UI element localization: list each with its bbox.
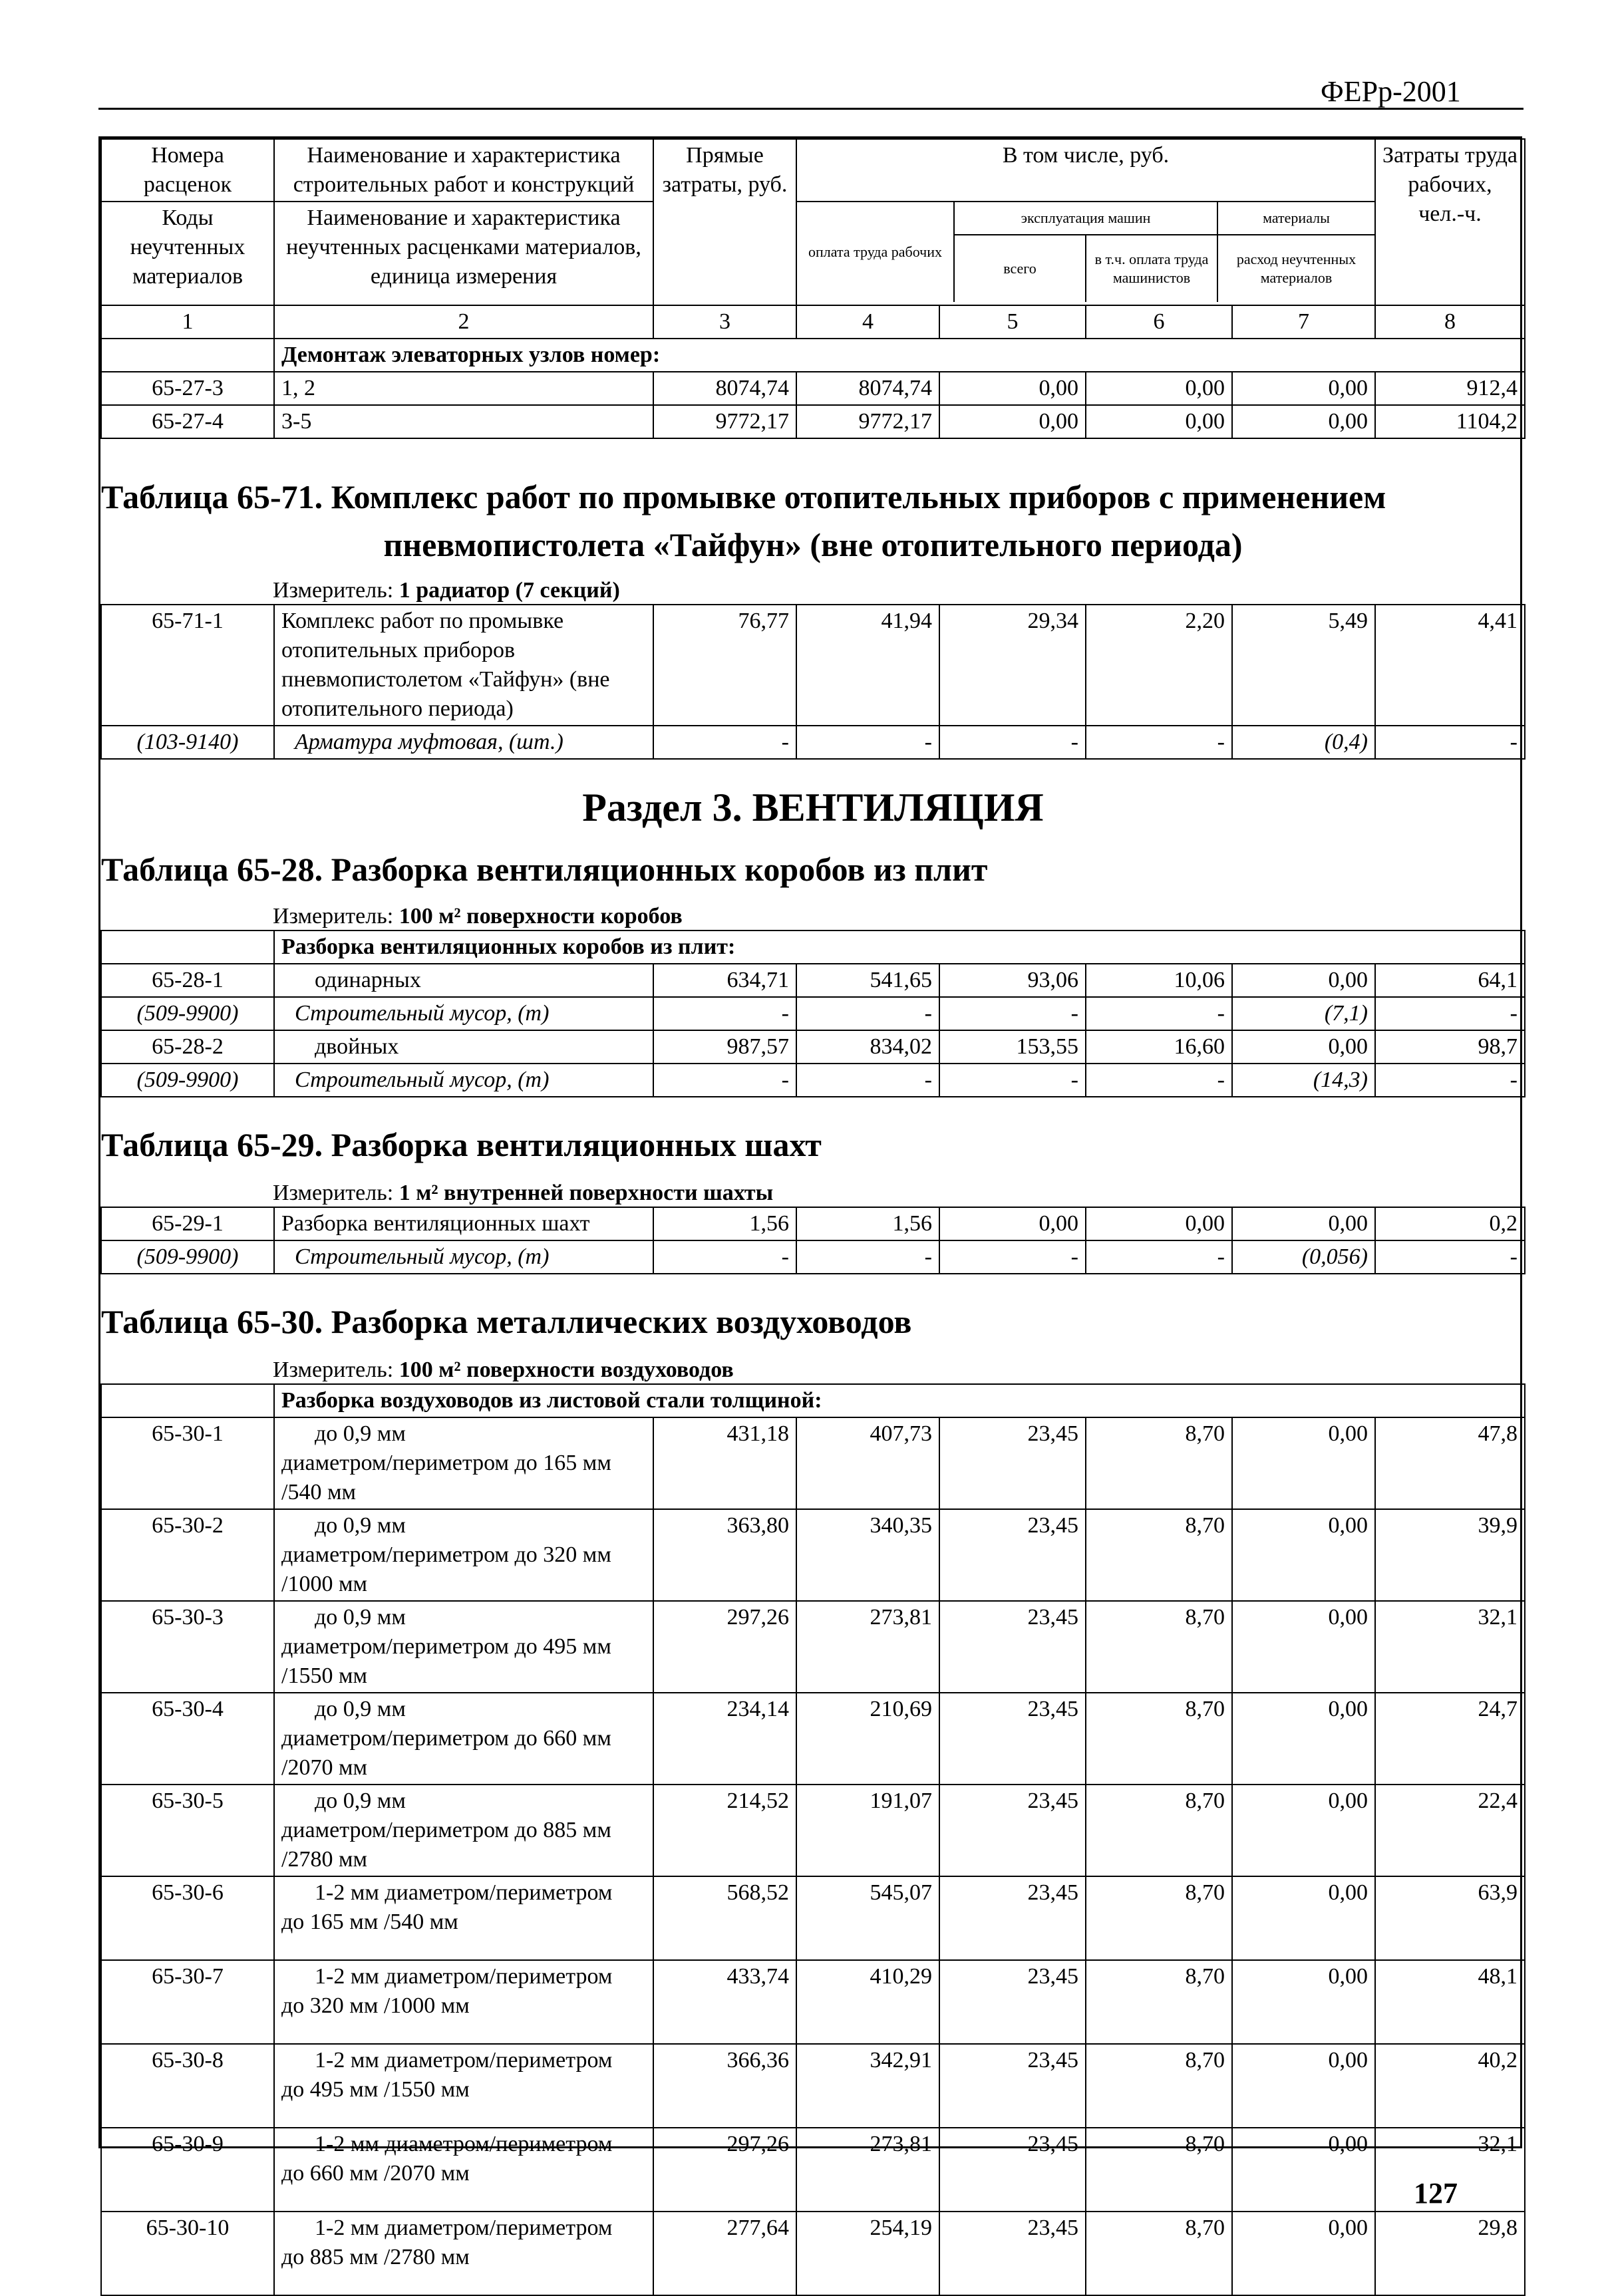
cell: 23,45 <box>939 1876 1086 1960</box>
cell: 48,1 <box>1375 1960 1525 2044</box>
col-num: 2 <box>274 305 653 339</box>
cell: 0,00 <box>1232 1960 1375 2044</box>
rate-name <box>274 1417 653 1509</box>
hdr-including: В том числе, руб. <box>796 139 1375 202</box>
rate-name: двойных <box>274 1030 653 1064</box>
material-code: (509-9900) <box>101 1240 274 1274</box>
cell: 0,00 <box>939 372 1086 405</box>
cell: 8,70 <box>1086 1693 1232 1785</box>
rate-name <box>274 2212 653 2295</box>
table-row <box>101 1417 1525 1509</box>
cell: 8074,74 <box>796 372 939 405</box>
table-row <box>101 1960 1525 2044</box>
rate-code: 65-29-1 <box>101 1207 274 1240</box>
subheading-row <box>101 1384 1525 1417</box>
table-title-row <box>101 1097 1525 1207</box>
table-title: Таблица 65-29. Разборка вентиляционных шахт <box>101 1126 822 1163</box>
rate-code: 65-30-3 <box>101 1601 274 1693</box>
cell: 8,70 <box>1086 1960 1232 2044</box>
cell: (14,3) <box>1232 1064 1375 1097</box>
cell: 29,8 <box>1375 2212 1525 2295</box>
material-name: Арматура муфтовая, (шт.) <box>274 726 653 759</box>
rate-code: 65-28-2 <box>101 1030 274 1064</box>
hdr-materials: материалы <box>1217 202 1374 235</box>
measure-line <box>101 577 1525 604</box>
cell: 8,70 <box>1086 1876 1232 1960</box>
table-row <box>101 605 1525 726</box>
cell: 987,57 <box>653 1030 796 1064</box>
rate-name-line: до 0,9 мм <box>315 1421 406 1446</box>
document-code: ФЕРр-2001 <box>1321 75 1461 108</box>
cell: 10,06 <box>1086 964 1232 997</box>
rate-code: 65-30-6 <box>101 1876 274 1960</box>
col-num: 8 <box>1375 305 1525 339</box>
rate-name-line: до 165 мм /540 мм <box>281 1910 458 1934</box>
cell: 0,00 <box>1086 372 1232 405</box>
rate-name-line: 1-2 мм диаметром/периметром <box>315 2048 613 2073</box>
rate-name-line: диаметром/периметром до 885 мм /2780 мм <box>281 1818 611 1872</box>
rate-code: 65-27-3 <box>101 372 274 405</box>
cell: 0,00 <box>1232 372 1375 405</box>
cell: 0,00 <box>1232 1207 1375 1240</box>
cell: - <box>1086 997 1232 1030</box>
rate-name <box>274 2128 653 2212</box>
cell: - <box>1375 997 1525 1030</box>
col-num: 6 <box>1086 305 1232 339</box>
table-row <box>101 1207 1525 1240</box>
cell: - <box>939 1240 1086 1274</box>
table-row <box>101 372 1525 405</box>
cell: 39,9 <box>1375 1509 1525 1601</box>
hdr-total: всего <box>954 235 1086 302</box>
material-row <box>101 1064 1525 1097</box>
table-row <box>101 405 1525 438</box>
header-row-2 <box>101 202 1525 305</box>
cell: - <box>1086 1240 1232 1274</box>
cell: 8074,74 <box>653 372 796 405</box>
cell: 9772,17 <box>653 405 796 438</box>
hdr-codes-top: Номера расценок <box>101 139 274 202</box>
cell: 93,06 <box>939 964 1086 997</box>
cell: 541,65 <box>796 964 939 997</box>
rate-name-line: 1-2 мм диаметром/периметром <box>315 2216 613 2240</box>
rate-name-line: до 0,9 мм <box>315 1697 406 1721</box>
cell: 2,20 <box>1086 605 1232 726</box>
cell: 363,80 <box>653 1509 796 1601</box>
table-row <box>101 1601 1525 1693</box>
hdr-machines: эксплуатация машин <box>954 202 1217 235</box>
cell: 191,07 <box>796 1785 939 1876</box>
cell: 410,29 <box>796 1960 939 2044</box>
cell: 297,26 <box>653 2128 796 2212</box>
cell: 0,00 <box>1232 1693 1375 1785</box>
cell: 214,52 <box>653 1785 796 1876</box>
cell: 254,19 <box>796 2212 939 2295</box>
cell: 431,18 <box>653 1417 796 1509</box>
cell: 0,00 <box>1232 2212 1375 2295</box>
cell: 0,00 <box>1232 2044 1375 2128</box>
hdr-material-use: расход неучтенных материалов <box>1236 251 1357 286</box>
subheading: Разборка воздуховодов из листовой стали толщиной: <box>274 1384 1525 1417</box>
cell: 9772,17 <box>796 405 939 438</box>
cell: 8,70 <box>1086 1785 1232 1876</box>
rate-name <box>274 1876 653 1960</box>
col-num: 7 <box>1232 305 1375 339</box>
table-title: Таблица 65-30. Разборка металлических воздуховодов <box>101 1303 912 1340</box>
cell: 16,60 <box>1086 1030 1232 1064</box>
hdr-wages: оплата труда рабочих <box>797 202 954 302</box>
rate-name-line: до 320 мм /1000 мм <box>281 1993 470 2018</box>
rate-name-line: 1-2 мм диаметром/периметром <box>315 1880 613 1905</box>
cell: 8,70 <box>1086 1601 1232 1693</box>
cell: 8,70 <box>1086 2212 1232 2295</box>
cell: 0,00 <box>939 1207 1086 1240</box>
cell: 0,00 <box>1086 405 1232 438</box>
cell: - <box>939 997 1086 1030</box>
cell: 63,9 <box>1375 1876 1525 1960</box>
measure-line <box>101 897 1525 930</box>
rate-name-line: до 660 мм /2070 мм <box>281 2161 470 2186</box>
rate-code: 65-28-1 <box>101 964 274 997</box>
cell: 8,70 <box>1086 1509 1232 1601</box>
rate-name: одинарных <box>274 964 653 997</box>
material-name: Строительный мусор, (т) <box>274 997 653 1030</box>
rate-name <box>274 1693 653 1785</box>
hdr-name-top: Наименование и характеристика строительных работ и конструкций <box>274 139 653 202</box>
cell: - <box>1375 1064 1525 1097</box>
cell: 277,64 <box>653 2212 796 2295</box>
cell: 433,74 <box>653 1960 796 2044</box>
rate-code: 65-30-4 <box>101 1693 274 1785</box>
table-row <box>101 1509 1525 1601</box>
cell: 0,00 <box>1232 1030 1375 1064</box>
rate-code: 65-30-5 <box>101 1785 274 1876</box>
subheading: Разборка вентиляционных коробов из плит: <box>274 931 1525 964</box>
cell: - <box>653 1064 796 1097</box>
cell: 0,00 <box>1232 1417 1375 1509</box>
table-title: Таблица 65-71. Комплекс работ по промывке отопительных приборов с применением <box>101 478 1386 515</box>
cell: - <box>939 1064 1086 1097</box>
rate-code: 65-27-4 <box>101 405 274 438</box>
hdr-direct-costs: Прямые затраты, руб. <box>653 139 796 305</box>
cell: 29,34 <box>939 605 1086 726</box>
cell: 0,00 <box>1232 405 1375 438</box>
cell: 24,7 <box>1375 1693 1525 1785</box>
cell: 41,94 <box>796 605 939 726</box>
rate-code: 65-30-2 <box>101 1509 274 1601</box>
rate-name-line: диаметром/периметром до 320 мм /1000 мм <box>281 1542 611 1596</box>
cell: 234,14 <box>653 1693 796 1785</box>
table-row <box>101 1876 1525 1960</box>
cell: 22,4 <box>1375 1785 1525 1876</box>
table-row <box>101 964 1525 997</box>
cell: - <box>796 1240 939 1274</box>
table-row <box>101 1693 1525 1785</box>
cell: 912,4 <box>1375 372 1525 405</box>
rate-name-line: диаметром/периметром до 495 мм /1550 мм <box>281 1634 611 1688</box>
rate-name-line: диаметром/периметром до 165 мм /540 мм <box>281 1451 611 1505</box>
cell: 0,00 <box>1086 1207 1232 1240</box>
material-row <box>101 1240 1525 1274</box>
cell: 407,73 <box>796 1417 939 1509</box>
hdr-labor: Затраты труда рабочих, чел.-ч. <box>1375 139 1525 305</box>
price-table <box>100 138 1525 2296</box>
cell: 153,55 <box>939 1030 1086 1064</box>
cell: 32,1 <box>1375 1601 1525 1693</box>
rate-name <box>274 2044 653 2128</box>
cell: 76,77 <box>653 605 796 726</box>
page-number: 127 <box>1414 2177 1458 2210</box>
hdr-name-bottom: Наименование и характеристика неучтенных расценками материалов, единица измерения <box>274 202 653 305</box>
material-row <box>101 726 1525 759</box>
cell: (0,056) <box>1232 1240 1375 1274</box>
rate-code: 65-71-1 <box>101 605 274 726</box>
measure-label: Измеритель: <box>273 1358 399 1382</box>
cell: 32,1 <box>1375 2128 1525 2212</box>
measure-label: Измеритель: <box>273 578 399 603</box>
rate-name: 3-5 <box>274 405 653 438</box>
rate-name: Разборка вентиляционных шахт <box>274 1207 653 1240</box>
table-row <box>101 1785 1525 1876</box>
cell: 342,91 <box>796 2044 939 2128</box>
rate-name <box>274 1960 653 2044</box>
cell: 8,70 <box>1086 2128 1232 2212</box>
cell: 23,45 <box>939 1785 1086 1876</box>
cell: 8,70 <box>1086 2044 1232 2128</box>
material-code: (509-9900) <box>101 997 274 1030</box>
measure-line <box>101 1349 1525 1383</box>
rate-name-line: до 495 мм /1550 мм <box>281 2077 470 2102</box>
cell: 545,07 <box>796 1876 939 1960</box>
rate-code: 65-30-8 <box>101 2044 274 2128</box>
cell: - <box>653 997 796 1030</box>
cell: 40,2 <box>1375 2044 1525 2128</box>
rate-code: 65-30-10 <box>101 2212 274 2295</box>
material-code: (103-9140) <box>101 726 274 759</box>
hdr-codes-bottom: Коды неучтенных материалов <box>101 202 274 305</box>
rate-name <box>274 1785 653 1876</box>
material-name: Строительный мусор, (т) <box>274 1240 653 1274</box>
cell: 834,02 <box>796 1030 939 1064</box>
rate-code: 65-30-9 <box>101 2128 274 2212</box>
rate-name: Комплекс работ по промывке отопительных приборов пневмопистолетом «Тайфун» (вне отопительного периода) <box>274 605 653 726</box>
cell: 64,1 <box>1375 964 1525 997</box>
t30-rows <box>101 1417 1525 2295</box>
cell: 0,00 <box>1232 1785 1375 1876</box>
cell: 5,49 <box>1232 605 1375 726</box>
cell: 0,00 <box>1232 2128 1375 2212</box>
cell: 273,81 <box>796 1601 939 1693</box>
cell: - <box>653 1240 796 1274</box>
cell: 23,45 <box>939 1509 1086 1601</box>
cell: 0,00 <box>1232 1876 1375 1960</box>
cell: 366,36 <box>653 2044 796 2128</box>
measure-value: 1 м² внутренней поверхности шахты <box>399 1181 774 1205</box>
rate-code: 65-30-1 <box>101 1417 274 1509</box>
rate-name-line: 1-2 мм диаметром/периметром <box>315 1964 613 1989</box>
material-name: Строительный мусор, (т) <box>274 1064 653 1097</box>
rate-name-line: до 0,9 мм <box>315 1605 406 1630</box>
cell: - <box>1086 726 1232 759</box>
rate-name-line: до 0,9 мм <box>315 1513 406 1538</box>
col-num: 3 <box>653 305 796 339</box>
table-title-row <box>101 438 1525 605</box>
rate-name: 1, 2 <box>274 372 653 405</box>
subheading-row <box>101 339 1525 372</box>
cell: - <box>1086 1064 1232 1097</box>
subheading-row <box>101 931 1525 964</box>
cell: 568,52 <box>653 1876 796 1960</box>
cell: - <box>1375 1240 1525 1274</box>
rate-name-line: до 885 мм /2780 мм <box>281 2245 470 2269</box>
rate-name-line: диаметром/периметром до 660 мм /2070 мм <box>281 1726 611 1780</box>
table-row <box>101 1030 1525 1064</box>
table-title-row <box>101 1274 1525 1384</box>
table-title-line2: пневмопистолета «Тайфун» (вне отопительного периода) <box>383 526 1243 563</box>
cell: 23,45 <box>939 2128 1086 2212</box>
rate-name-line: 1-2 мм диаметром/периметром <box>315 2132 613 2156</box>
cell: (0,4) <box>1232 726 1375 759</box>
cell: 634,71 <box>653 964 796 997</box>
cell: 340,35 <box>796 1509 939 1601</box>
cell: - <box>653 726 796 759</box>
material-code: (509-9900) <box>101 1064 274 1097</box>
cell: 0,00 <box>1232 1509 1375 1601</box>
rate-name <box>274 1601 653 1693</box>
section-heading: Раздел 3. ВЕНТИЛЯЦИЯ <box>582 786 1044 829</box>
cell: 23,45 <box>939 1960 1086 2044</box>
table-row <box>101 2212 1525 2295</box>
cell: 1104,2 <box>1375 405 1525 438</box>
hdr-including-sub <box>796 202 1375 305</box>
cell: - <box>796 1064 939 1097</box>
hdr-operator-wages: в т.ч. оплата труда машинистов <box>1086 235 1217 302</box>
rate-name-line: до 0,9 мм <box>315 1789 406 1813</box>
cell: (7,1) <box>1232 997 1375 1030</box>
measure-value: 100 м² поверхности коробов <box>399 904 683 929</box>
cell: 1,56 <box>796 1207 939 1240</box>
cell: 8,70 <box>1086 1417 1232 1509</box>
rate-code: 65-30-7 <box>101 1960 274 2044</box>
header-row-1 <box>101 139 1525 202</box>
cell: 98,7 <box>1375 1030 1525 1064</box>
cell: 0,00 <box>939 405 1086 438</box>
subheading: Демонтаж элеваторных узлов номер: <box>274 339 1525 372</box>
cell: 0,00 <box>1232 964 1375 997</box>
col-num: 1 <box>101 305 274 339</box>
cell: 297,26 <box>653 1601 796 1693</box>
measure-value: 1 радиатор (7 секций) <box>399 578 620 603</box>
cell: 273,81 <box>796 2128 939 2212</box>
measure-label: Измеритель: <box>273 1181 399 1205</box>
cell: 23,45 <box>939 1693 1086 1785</box>
cell: 23,45 <box>939 1417 1086 1509</box>
cell: 0,2 <box>1375 1207 1525 1240</box>
cell: 210,69 <box>796 1693 939 1785</box>
cell: 23,45 <box>939 1601 1086 1693</box>
section-row <box>101 759 1525 931</box>
table-row <box>101 2128 1525 2212</box>
column-numbers-row <box>101 305 1525 339</box>
table-row <box>101 2044 1525 2128</box>
cell: 23,45 <box>939 2044 1086 2128</box>
material-row <box>101 997 1525 1030</box>
table-title: Таблица 65-28. Разборка вентиляционных коробов из плит <box>101 851 988 888</box>
cell: - <box>796 726 939 759</box>
cell: - <box>1375 726 1525 759</box>
cell: 0,00 <box>1232 1601 1375 1693</box>
col-num: 4 <box>796 305 939 339</box>
cell: - <box>796 997 939 1030</box>
header-rule <box>98 108 1523 110</box>
cell: - <box>939 726 1086 759</box>
cell: 23,45 <box>939 2212 1086 2295</box>
cell: 47,8 <box>1375 1417 1525 1509</box>
cell: 4,41 <box>1375 605 1525 726</box>
rate-name <box>274 1509 653 1601</box>
measure-value: 100 м² поверхности воздуховодов <box>399 1358 734 1382</box>
cell: 1,56 <box>653 1207 796 1240</box>
measure-line <box>101 1172 1525 1207</box>
col-num: 5 <box>939 305 1086 339</box>
measure-label: Измеритель: <box>273 904 399 929</box>
